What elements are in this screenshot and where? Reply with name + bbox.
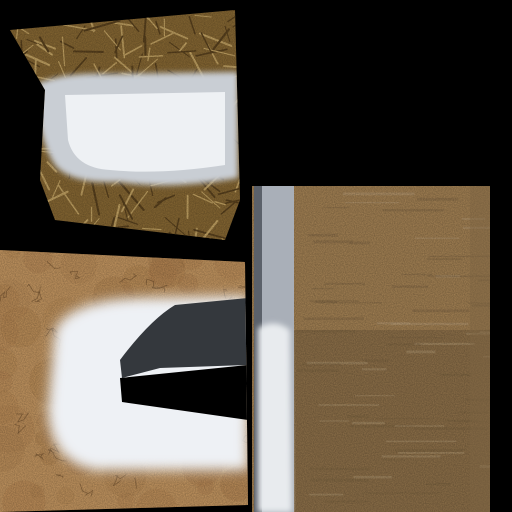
straw-strand xyxy=(210,238,217,261)
straw-strand xyxy=(7,146,29,149)
straw-strand xyxy=(13,92,17,130)
straw-strand xyxy=(22,74,35,101)
straw-strand xyxy=(4,197,11,226)
straw-strand xyxy=(40,5,65,20)
straw-strand xyxy=(94,242,114,250)
straw-strand xyxy=(36,199,42,225)
straw-strand xyxy=(85,19,110,21)
straw-strand xyxy=(244,44,254,48)
straw-strand xyxy=(25,218,40,231)
straw-strand xyxy=(163,5,174,9)
straw-strand xyxy=(35,188,40,197)
straw-strand xyxy=(34,145,37,170)
straw-strand xyxy=(4,195,25,200)
straw-strand xyxy=(23,112,28,124)
straw-strand xyxy=(0,16,11,19)
straw-strand xyxy=(96,234,120,242)
straw-strand xyxy=(9,3,33,28)
straw-strand xyxy=(240,152,250,169)
straw-snow-island xyxy=(0,0,279,271)
straw-strand xyxy=(17,122,29,143)
straw-strand xyxy=(188,247,205,259)
straw-strand xyxy=(0,115,12,132)
straw-strand xyxy=(83,7,113,13)
straw-strand xyxy=(9,1,42,19)
straw-strand xyxy=(0,159,24,162)
straw-strand xyxy=(12,16,26,25)
straw-strand xyxy=(22,88,36,92)
straw-strand xyxy=(5,98,31,114)
straw-strand xyxy=(0,230,26,243)
straw-strand xyxy=(6,208,24,234)
ground-crack xyxy=(220,508,233,512)
straw-strand xyxy=(7,152,23,159)
straw-strand xyxy=(30,78,38,112)
straw-strand xyxy=(0,182,30,192)
straw-strand xyxy=(13,19,22,24)
straw-strand xyxy=(6,51,27,70)
straw-strand xyxy=(18,225,30,246)
straw-strand xyxy=(9,160,24,166)
straw-strand xyxy=(0,122,1,132)
straw-strand xyxy=(28,204,33,213)
straw-strand xyxy=(245,115,279,117)
straw-strand xyxy=(0,9,9,10)
straw-strand xyxy=(24,147,37,168)
straw-strand xyxy=(20,87,28,97)
straw-strand xyxy=(38,216,42,236)
straw-strand xyxy=(242,223,253,233)
straw-strand xyxy=(17,158,29,192)
straw-strand xyxy=(22,76,28,104)
straw-strand xyxy=(121,2,150,19)
straw-strand xyxy=(26,4,53,20)
cracked-ground-snow-island xyxy=(0,240,271,512)
straw-strand xyxy=(240,129,261,131)
straw-strand xyxy=(237,0,247,16)
straw-strand xyxy=(250,55,256,76)
wall-edge-island xyxy=(252,186,512,512)
straw-strand xyxy=(27,193,31,212)
snow-edge xyxy=(258,323,292,512)
straw-strand xyxy=(15,217,31,225)
straw-strand xyxy=(22,182,32,187)
straw-strand xyxy=(239,39,242,54)
straw-strand xyxy=(21,17,36,27)
straw-strand xyxy=(239,81,244,104)
straw-strand xyxy=(67,0,80,7)
straw-strand xyxy=(234,243,239,258)
straw-strand xyxy=(0,90,2,112)
straw-strand xyxy=(15,111,30,113)
straw-strand xyxy=(2,189,7,219)
straw-strand xyxy=(45,214,47,238)
straw-strand xyxy=(14,220,20,241)
straw-strand xyxy=(176,247,177,258)
straw-strand xyxy=(161,235,188,243)
straw-strand xyxy=(5,85,27,96)
straw-strand xyxy=(109,232,115,243)
straw-strand xyxy=(247,234,248,260)
